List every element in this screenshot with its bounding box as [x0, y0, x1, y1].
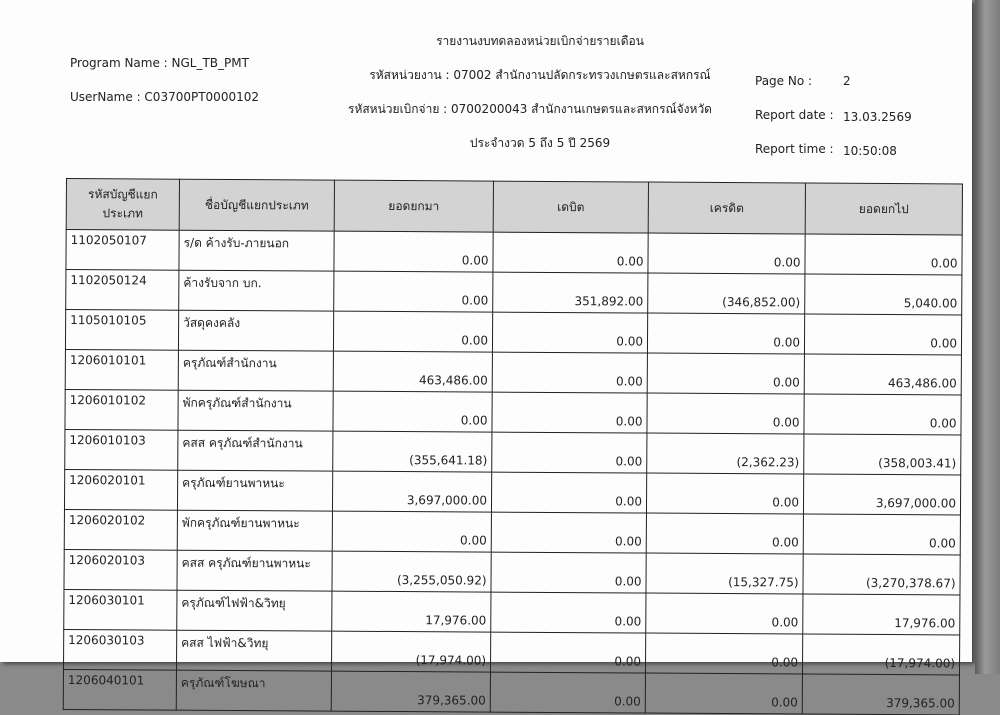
cell-credit: 0.00	[647, 353, 804, 394]
cell-carried-forward: 463,486.00	[804, 354, 961, 395]
cell-debit: 0.00	[492, 392, 647, 433]
cell-account-code: 1206030101	[64, 589, 177, 630]
col-account-name: ชื่อบัญชีแยกประเภท	[179, 179, 334, 231]
table-row	[64, 549, 960, 594]
cell-brought-forward: 17,976.00	[332, 591, 491, 632]
cell-brought-forward: 379,365.00	[331, 671, 490, 712]
cell-credit: 0.00	[646, 473, 803, 514]
col-account-code: รหัสบัญชีแยกประเภท	[66, 179, 179, 231]
page-no-value: 2	[843, 74, 851, 88]
table-row	[64, 469, 960, 514]
cell-carried-forward: 5,040.00	[805, 274, 962, 315]
cell-account-name: ร/ด ค้างรับ-ภายนอก	[179, 230, 334, 271]
cell-brought-forward: 0.00	[333, 311, 492, 352]
table-row	[63, 629, 959, 674]
cell-carried-forward: 0.00	[804, 314, 961, 355]
cell-carried-forward: (3,270,378.67)	[803, 554, 960, 595]
cell-account-code: 1206010101	[65, 349, 178, 390]
cell-brought-forward: 463,486.00	[333, 351, 492, 392]
cell-account-name: คสส ไฟฟ้า&วิทยุ	[176, 630, 331, 671]
cell-carried-forward: 17,976.00	[803, 594, 960, 635]
program-name: Program Name : NGL_TB_PMT	[70, 56, 249, 70]
table-row	[66, 270, 962, 315]
cell-account-name: คสส ครุภัณฑ์ยานพาหนะ	[177, 550, 332, 591]
report-date-value: 13.03.2569	[843, 110, 912, 124]
disbursing-unit-code: รหัสหน่วยเบิกจ่าย : 0700200043 สำนักงานเกษตรและสหกรณ์จังหวัด	[348, 102, 712, 116]
table-row	[63, 669, 959, 714]
cell-brought-forward: (3,255,050.92)	[332, 551, 491, 592]
cell-account-name: ครุภัณฑ์โฆษณา	[176, 670, 331, 711]
cell-carried-forward: 0.00	[805, 234, 962, 275]
cell-account-name: คสส ครุภัณฑ์สำนักงาน	[178, 430, 333, 471]
table-row	[65, 310, 961, 355]
cell-account-name: พักครุภัณฑ์ยานพาหนะ	[177, 510, 332, 551]
cell-debit: 0.00	[493, 232, 648, 273]
cell-account-code: 1102050107	[66, 230, 179, 271]
cell-account-name: ครุภัณฑ์สำนักงาน	[178, 350, 333, 391]
cell-debit: 0.00	[491, 512, 646, 553]
cell-account-code: 1105010105	[65, 310, 178, 351]
cell-brought-forward: 0.00	[332, 511, 491, 552]
table-row	[64, 589, 960, 634]
cell-debit: 0.00	[491, 592, 646, 633]
cell-credit: (346,852.00)	[648, 273, 805, 314]
table-row	[65, 429, 961, 474]
cell-account-code: 1206040101	[63, 669, 176, 710]
cell-carried-forward: (358,003.41)	[804, 434, 961, 475]
cell-account-code: 1206020103	[64, 549, 177, 590]
cell-account-code: 1206020102	[64, 509, 177, 550]
cell-credit: (15,327.75)	[646, 553, 803, 594]
table-row	[66, 230, 962, 275]
cell-carried-forward: (17,974.00)	[802, 634, 959, 675]
cell-account-name: ค้างรับจาก บก.	[179, 270, 334, 311]
cell-debit: 0.00	[491, 472, 646, 513]
cell-carried-forward: 0.00	[803, 514, 960, 555]
table-row	[64, 509, 960, 554]
scanner-edge	[975, 0, 1000, 674]
cell-account-code: 1206010103	[65, 429, 178, 470]
col-credit: เครดิต	[648, 182, 805, 234]
cell-brought-forward: 0.00	[334, 271, 493, 312]
trial-balance-table	[63, 178, 963, 715]
cell-debit: 0.00	[491, 552, 646, 593]
cell-account-code: 1206030103	[63, 629, 176, 670]
cell-debit: 0.00	[490, 672, 645, 713]
cell-brought-forward: (355,641.18)	[333, 431, 492, 472]
cell-account-name: ครุภัณฑ์ไฟฟ้า&วิทยุ	[177, 590, 332, 631]
cell-debit: 0.00	[492, 432, 647, 473]
cell-debit: 0.00	[492, 312, 647, 353]
cell-debit: 351,892.00	[493, 272, 648, 313]
cell-brought-forward: 0.00	[333, 391, 492, 432]
cell-brought-forward: 0.00	[334, 231, 493, 272]
cell-credit: 0.00	[648, 233, 805, 274]
report-title: รายงานงบทดลองหน่วยเบิกจ่ายรายเดือน	[436, 34, 644, 48]
table-row	[65, 349, 961, 394]
cell-account-code: 1206020101	[64, 469, 177, 510]
cell-account-name: ครุภัณฑ์ยานพาหนะ	[177, 470, 332, 511]
table-header-row	[66, 179, 962, 235]
cell-brought-forward: 3,697,000.00	[332, 471, 491, 512]
page-no-label: Page No :	[755, 74, 813, 88]
cell-account-code: 1206010102	[65, 389, 178, 430]
cell-credit: 0.00	[646, 593, 803, 634]
cell-debit: 0.00	[492, 352, 647, 393]
username: UserName : C03700PT0000102	[70, 90, 259, 104]
col-brought-forward: ยอดยกมา	[334, 180, 493, 232]
cell-credit: 0.00	[646, 513, 803, 554]
cell-account-code: 1102050124	[66, 270, 179, 311]
cell-credit: (2,362.23)	[647, 433, 804, 474]
table-row	[65, 389, 961, 434]
cell-carried-forward: 3,697,000.00	[803, 474, 960, 515]
agency-code: รหัสหน่วยงาน : 07002 สำนักงานปลัดกระทรวงเกษตรและสหกรณ์	[369, 68, 711, 82]
report-time-value: 10:50:08	[843, 144, 897, 158]
cell-debit: 0.00	[490, 632, 645, 673]
report-period: ประจำงวด 5 ถึง 5 ปี 2569	[469, 136, 611, 150]
cell-account-name: วัสดุคงคลัง	[178, 310, 333, 351]
cell-brought-forward: (17,974.00)	[331, 631, 490, 672]
cell-credit: 0.00	[645, 633, 802, 674]
cell-carried-forward: 379,365.00	[802, 674, 959, 715]
cell-account-name: พักครุภัณฑ์สำนักงาน	[178, 390, 333, 431]
col-carried-forward: ยอดยกไป	[805, 183, 962, 235]
report-date-label: Report date :	[755, 108, 834, 122]
col-debit: เดบิต	[493, 181, 648, 233]
cell-credit: 0.00	[645, 673, 802, 714]
cell-credit: 0.00	[647, 313, 804, 354]
cell-credit: 0.00	[647, 393, 804, 434]
report-time-label: Report time :	[755, 142, 834, 156]
cell-carried-forward: 0.00	[804, 394, 961, 435]
